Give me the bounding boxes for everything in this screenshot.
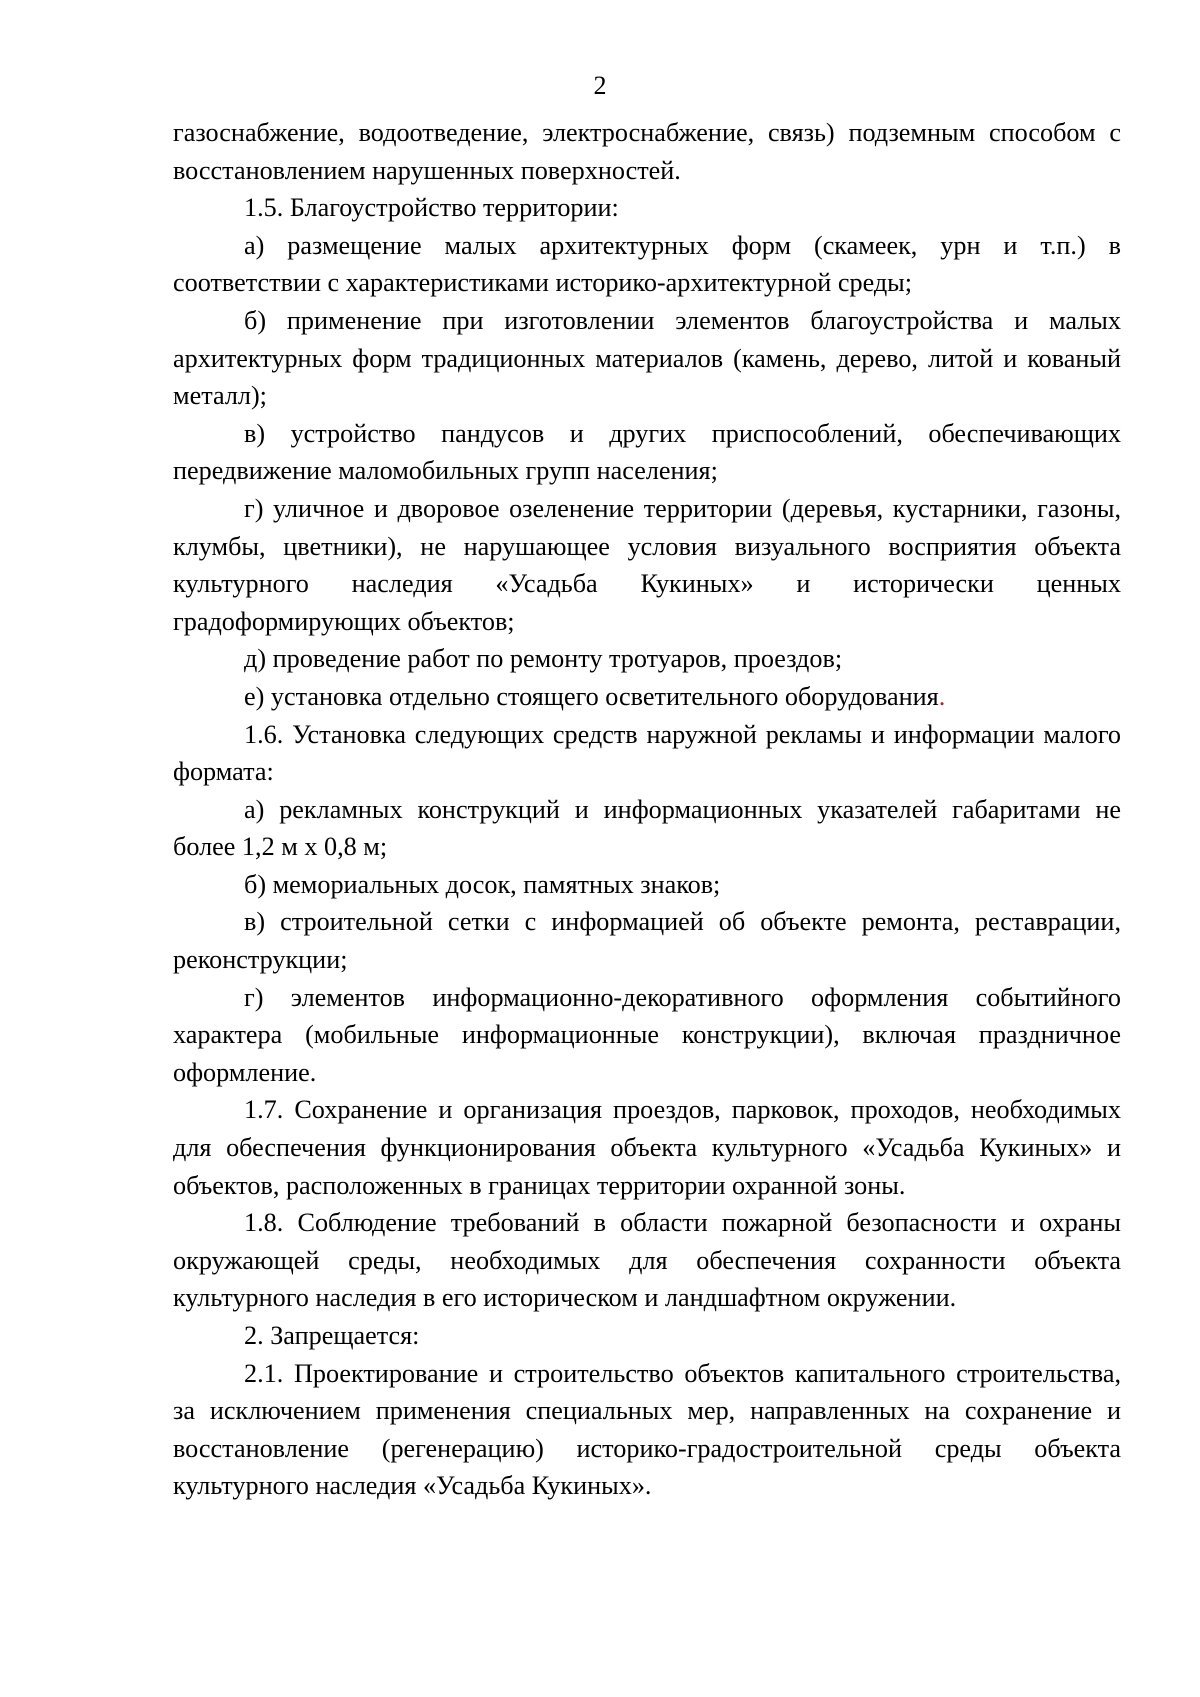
- paragraph-1-5-e-text: е) установка отдельно стоящего осветительного оборудования: [244, 681, 939, 711]
- document-body: [173, 114, 1121, 1505]
- paragraph-1-6-b: б) мемориальных досок, памятных знаков;: [244, 869, 721, 899]
- paragraph-1-6-a: а) рекламных конструкций и информационных указателей габаритами не более 1,2 м х 0,8 м;: [173, 794, 1121, 862]
- paragraph-1-5-a: а) размещение малых архитектурных форм (скамеек, урн и т.п.) в соответствии с характеристиками историко-архитектурной среды;: [173, 230, 1121, 298]
- paragraph-2-heading: 2. Запрещается:: [244, 1321, 420, 1350]
- paragraph-1-6-g: г) элементов информационно-декоративного оформления событийного характера (мобильные информационные конструкции), включая праздничное оформление.: [173, 982, 1121, 1087]
- paragraph-2-1: 2.1. Проектирование и строительство объектов капитального строительства, за исключением применения специальных мер, направленных на сохранение и восстановление (регенерацию) историко-градостроительной среды объекта культурного наследия «Усадьба Кукиных».: [173, 1358, 1121, 1501]
- paragraph-1-5-g: г) уличное и дворовое озеленение территории (деревья, кустарники, газоны, клумбы, цветники), не нарушающее условия визуального восприятия объекта культурного наследия «Усадьба Кукиных» и исторически ценных градоформирующих объектов;: [173, 493, 1121, 636]
- red-period-mark: .: [938, 681, 946, 711]
- paragraph-utilities-continuation: газоснабжение, водоотведение, электроснабжение, связь) подземным способом с восстановлением нарушенных поверхностей.: [173, 118, 1121, 185]
- paragraph-1-5-d: д) проведение работ по ремонту тротуаров, проездов;: [244, 644, 843, 674]
- paragraph-1-5-e: [173, 678, 1121, 716]
- paragraph-1-6-heading: 1.6. Установка следующих средств наружной рекламы и информации малого формата:: [173, 719, 1121, 787]
- paragraph-1-5-b: б) применение при изготовлении элементов благоустройства и малых архитектурных форм традиционных материалов (камень, дерево, литой и кованый металл);: [173, 305, 1121, 411]
- paragraph-1-5-heading: 1.5. Благоустройство территории:: [244, 193, 619, 223]
- paragraph-1-7: 1.7. Сохранение и организация проездов, парковок, проходов, необходимых для обеспечения функционирования объекта культурного «Усадьба Кукиных» и объектов, расположенных в границах территории охранной зоны.: [173, 1095, 1121, 1200]
- paragraph-1-8: 1.8. Соблюдение требований в области пожарной безопасности и охраны окружающей среды, необходимых для обеспечения сохранности объекта культурного наследия в его историческом и ландшафтном окружении.: [173, 1208, 1121, 1313]
- page-number: 2: [593, 71, 607, 100]
- paragraph-1-5-v: в) устройство пандусов и других приспособлений, обеспечивающих передвижение маломобильных групп населения;: [173, 418, 1121, 486]
- paragraph-1-6-v: в) строительной сетки с информацией об объекте ремонта, реставрации, реконструкции;: [173, 907, 1121, 975]
